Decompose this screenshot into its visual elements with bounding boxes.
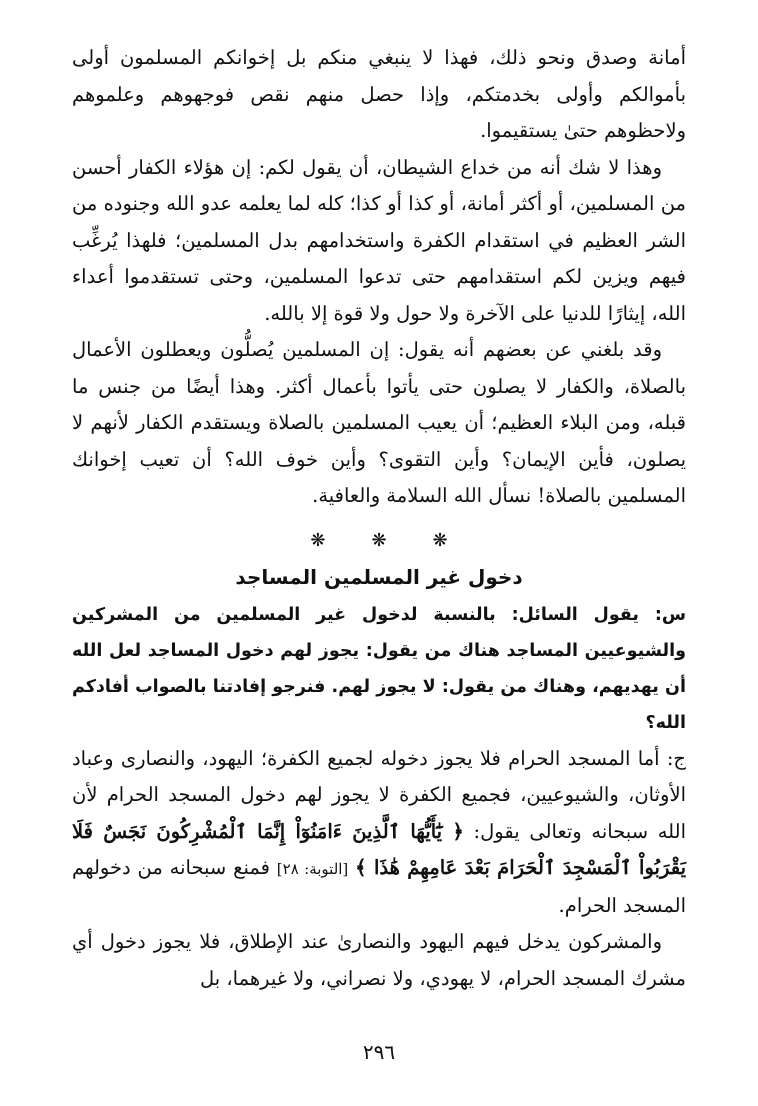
paragraph-mushrikun: والمشركون يدخل فيهم اليهود والنصارىٰ عند الإطلاق، فلا يجوز دخول أي مشرك المسجد الحرام، لا يهودي، ولا نصراني، ولا غيرهما، بل	[72, 930, 686, 990]
section-heading: دخول غير المسلمين المساجد	[235, 564, 523, 589]
question-text: س: يقول السائل: بالنسبة لدخول غير المسلمين من المشركين والشيوعيين المساجد هناك من يقول: يجوز لهم دخول المساجد لعل الله أن يهديهم، وهناك من يقول: لا يجوز لهم. فنرجو إفادتنا بالصواب أفادكم الله؟	[72, 604, 686, 733]
answer-text	[72, 741, 686, 925]
page-number: ٢٩٦	[362, 1040, 396, 1064]
section-separator	[72, 527, 686, 555]
answer-start: ج: أما المسجد الحرام فلا يجوز دخوله لجميع الكفرة؛ اليهود، والنصارى وعباد الأوثان، والشيوعيين، فجميع الكفرة لا يجوز لهم دخول المسجد الحرام لأن الله سبحانه وتعالى يقول:	[72, 746, 686, 843]
paragraph-prayer-criticism: وقد بلغني عن بعضهم أنه يقول: إن المسلمين يُصلُّون ويعطلون الأعمال بالصلاة، والكفار لا يصلون حتى يأتوا بأعمال أكثر. وهذا أيضًا من جنس ما قبله، ومن البلاء العظيم؛ أن يعيب المسلمين بالصلاة ويستقدم الكفار لأنهم لا يصلون، فأين الإيمان؟ وأين التقوى؟ وأين خوف الله؟ أن تعيب إخوانك المسلمين بالصلاة! نسأل الله السلامة والعافية.	[72, 338, 686, 507]
paragraph-satan-deception: وهذا لا شك أنه من خداع الشيطان، أن يقول لكم: إن هؤلاء الكفار أحسن من المسلمين، أو أكثر أمانة، أو كذا أو كذا؛ كله لما يعلمه عدو الله وجنوده من الشر العظيم في استقدام الكفرة واستخدامهم بدل المسلمين؛ فلهذا يُرغِّب فيهم ويزين لكم استقدامهم حتى تدعوا المسلمين، وحتى تستقدموا أعداء الله، إيثارًا للدنيا على الآخرة ولا حول ولا قوة إلا بالله.	[72, 155, 686, 325]
verse-reference: [التوبة: ٢٨]	[276, 860, 349, 878]
star-ornament-icon: ❋	[371, 529, 387, 551]
star-ornament-icon: ❋	[432, 529, 448, 551]
page-body	[72, 40, 686, 997]
quran-verse: ﴿ يَٰٓأَيُّهَا ٱلَّذِينَ ءَامَنُوٓاْ إِنَّمَا ٱلْمُشْرِكُونَ نَجَسٌ فَلَا يَقْرَبُواْ ٱلْمَسْجِدَ ٱلْحَرَامَ بَعْدَ عَامِهِمْ هَٰذَا ﴾	[72, 819, 687, 879]
paragraph-continuation: أمانة وصدق ونحو ذلك، فهذا لا ينبغي منكم بل إخوانكم المسلمون أولى بأموالكم وأولى بخدمتكم، وإذا حصل منهم نقص فوجهوهم وعلموهم ولاحظوهم حتىٰ يستقيموا.	[72, 46, 686, 142]
answer-end: فمنع سبحانه من دخولهم المسجد الحرام.	[72, 856, 686, 917]
star-ornament-icon: ❋	[310, 529, 326, 551]
